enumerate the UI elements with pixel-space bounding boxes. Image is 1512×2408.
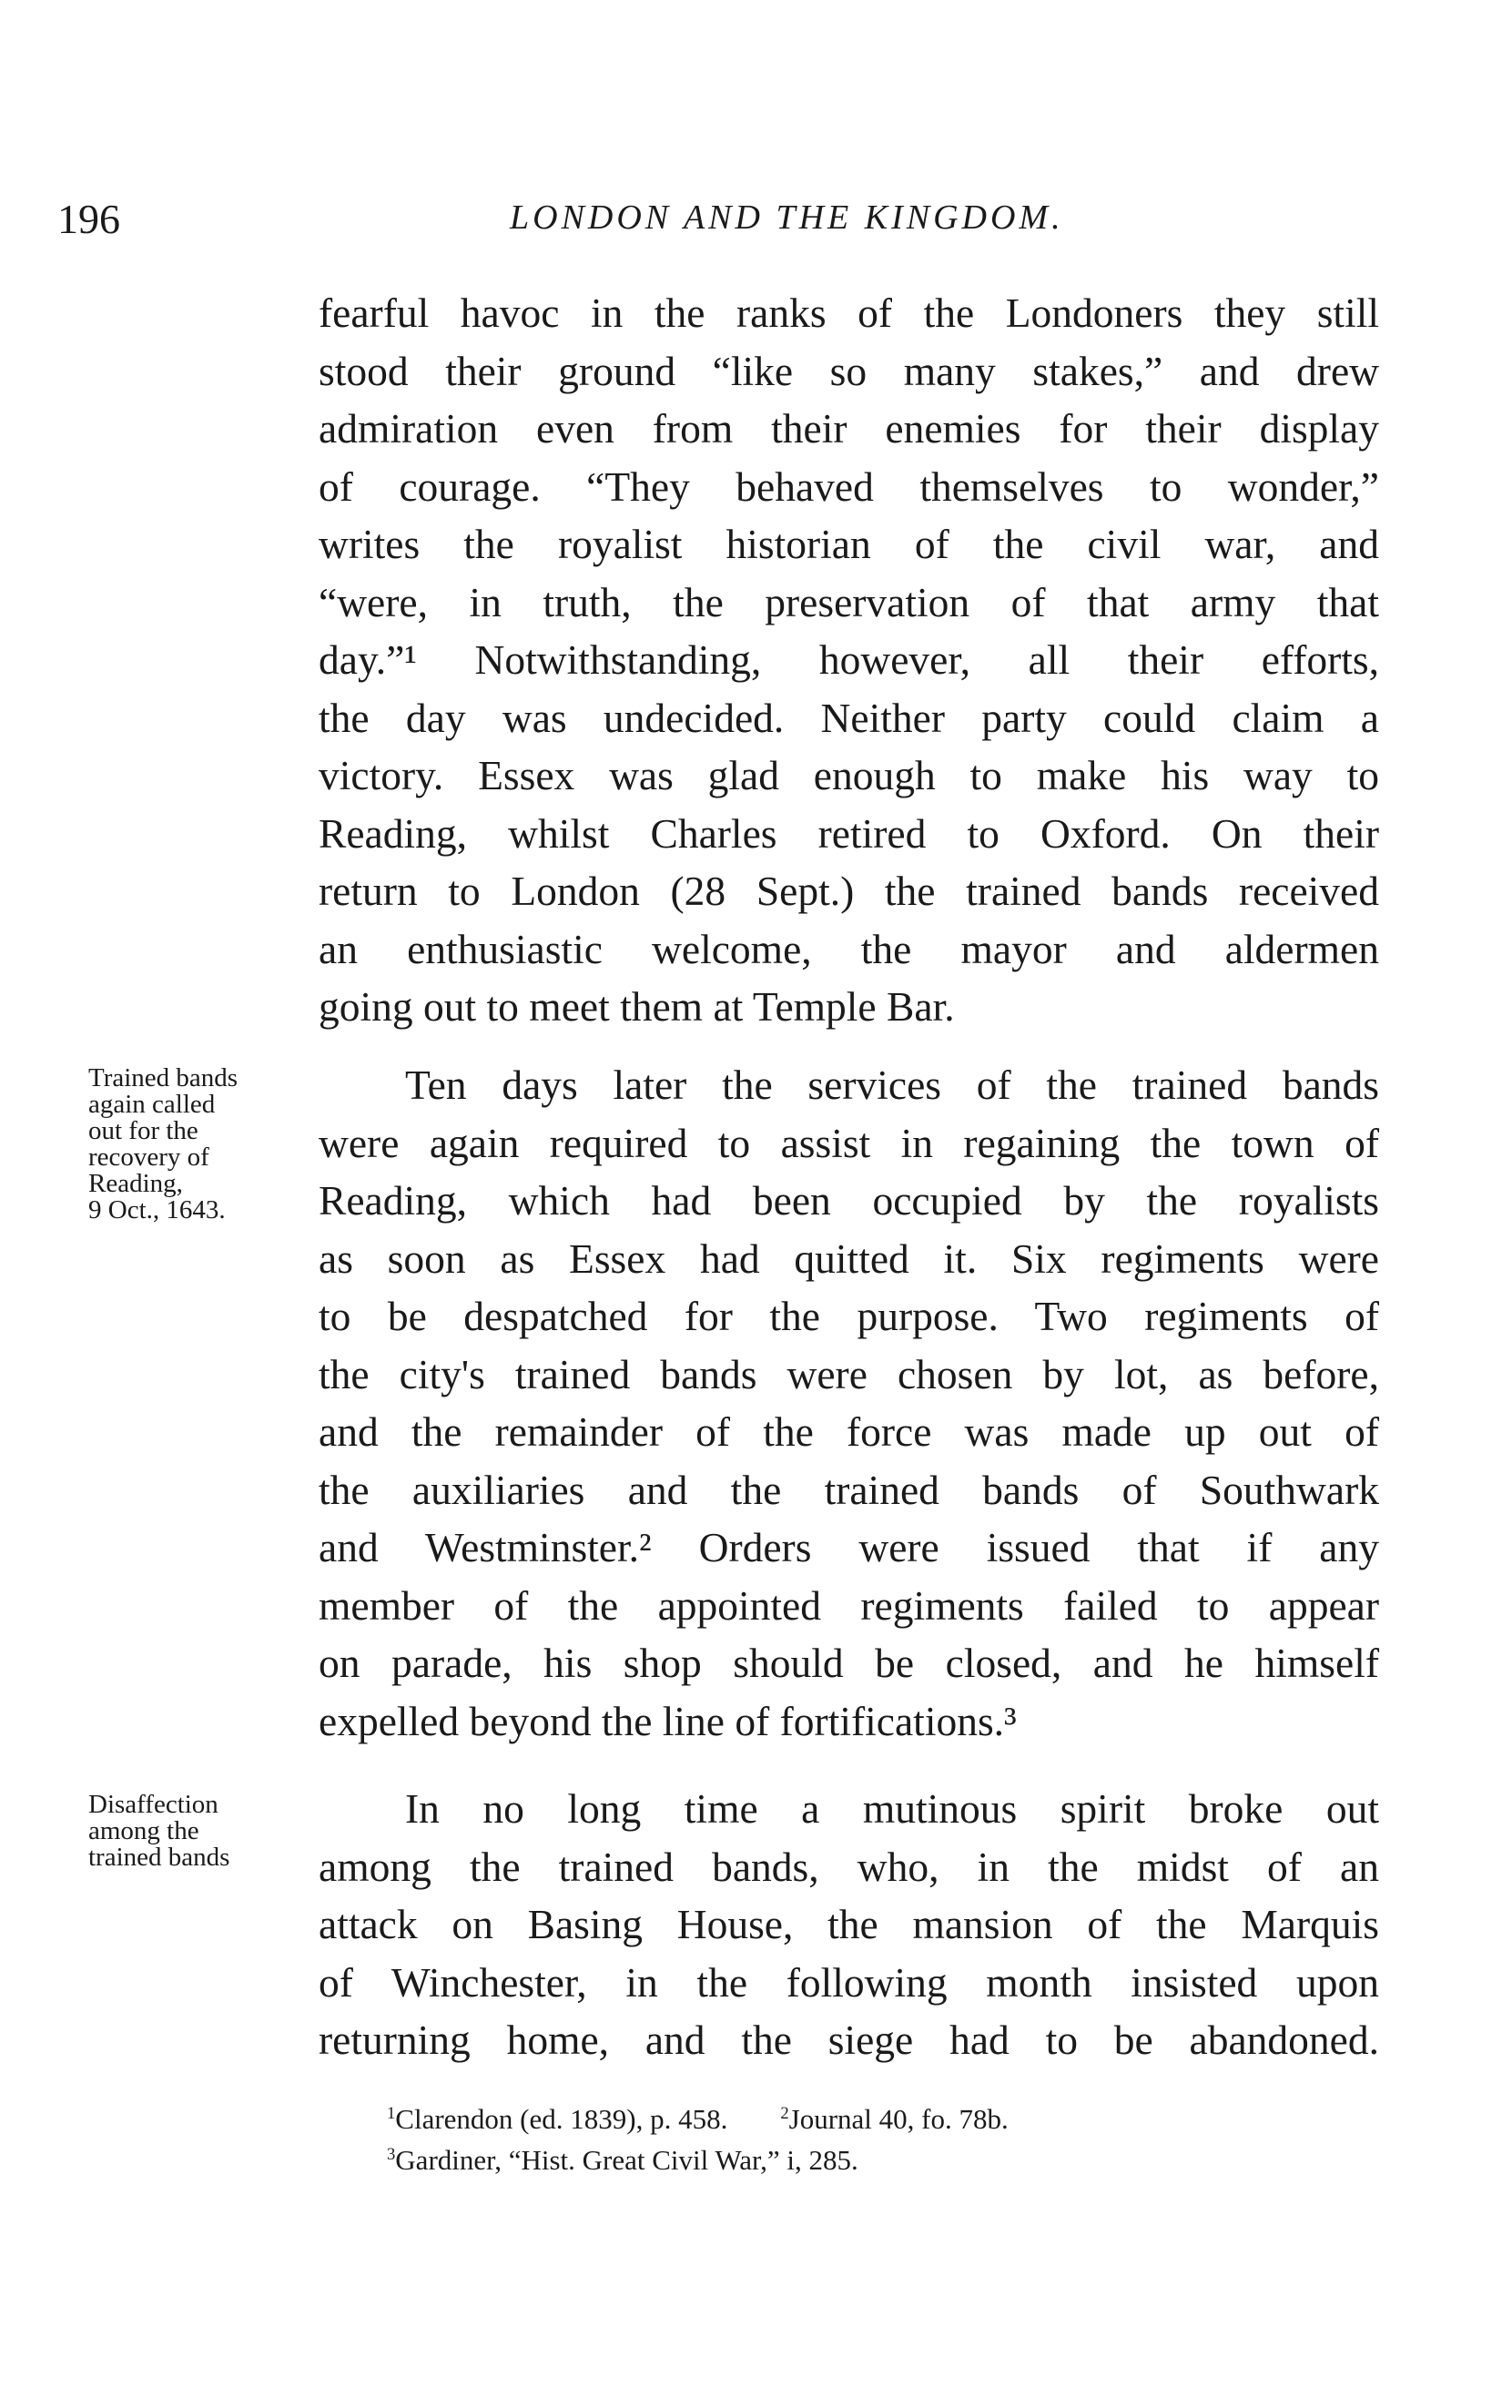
text-line: Ten days later the services of the trained bands [405,1062,1379,1108]
footnote-line [387,2098,1388,2139]
footnote-text: Journal 40, fo. 78b. [788,2103,1009,2135]
running-title: LONDON AND THE KINGDOM. [510,198,1064,237]
text-line: on parade, his shop should be closed, and he himself [319,1640,1379,1686]
footnote-line [387,2139,1388,2180]
margin-note-line: trained bands [88,1843,230,1872]
margin-note-line: Disaffection [88,1790,218,1819]
margin-note-line: out for the [88,1116,198,1145]
footnote-mark: 1 [387,2103,396,2123]
margin-note-line: recovery of [88,1143,209,1172]
text-line: the city's trained bands were chosen by lot, as before, [319,1350,1379,1397]
margin-note-line: again called [88,1090,216,1119]
text-line: day.”¹ Notwithstanding, however, all their efforts, [319,636,1379,683]
text-line: an enthusiastic welcome, the mayor and aldermen [319,925,1379,972]
text-line: and Westminster.² Orders were issued that if any [319,1524,1379,1570]
text-line: expelled beyond the line of fortifications.³ [319,1697,1017,1744]
text-line: return to London (28 Sept.) the trained bands received [319,868,1379,914]
text-line: In no long time a mutinous spirit broke out [405,1785,1379,1832]
text-line: Reading, whilst Charles retired to Oxford. On their [319,809,1379,857]
footnote-text: Clarendon (ed. 1839), p. 458. [395,2103,728,2135]
page-number: 196 [57,196,120,242]
text-line: of courage. “They behaved themselves to wonder,” [319,462,1379,510]
margin-note-disaffection [88,1792,316,1871]
text-line: “were, in truth, the preservation of that army that [319,578,1379,625]
footnote-3 [387,2144,858,2176]
text-line: stood their ground “like so many stakes,” and drew [319,347,1379,394]
footnote-1 [387,2103,727,2135]
text-line: were again required to assist in regaining the town of [319,1119,1379,1166]
text-line: to be despatched for the purpose. Two regiments of [319,1293,1379,1339]
footnotes [387,2098,1388,2180]
text-line: member of the appointed regiments failed to appear [319,1581,1379,1629]
margin-note-line: 9 Oct., 1643. [88,1195,226,1224]
text-line: writes the royalist historian of the civil war, and [319,521,1379,567]
text-line: the day was undecided. Neither party could claim a [319,694,1379,741]
margin-note-line: Trained bands [88,1063,238,1092]
text-line: of Winchester, in the following month insisted upon [319,1958,1379,2006]
footnote-2 [780,2103,1008,2135]
margin-note-line: among the [88,1816,199,1845]
text-line: fearful havoc in the ranks of the Londoners they still [319,290,1379,336]
text-line: admiration even from their enemies for their display [319,405,1379,452]
paragraph-3 [319,1780,1379,2069]
margin-note-trained-bands-reading [88,1065,316,1224]
text-line: the auxiliaries and the trained bands of Southwark [319,1466,1379,1513]
text-line: Reading, which had been occupied by the royalists [319,1177,1379,1224]
footnote-mark: 2 [780,2103,789,2123]
paragraph-2 [319,1056,1379,1750]
footnote-text: Gardiner, “Hist. Great Civil War,” i, 285. [395,2144,858,2176]
text-line: attack on Basing House, the mansion of the Marquis [319,1901,1379,1947]
footnote-mark: 3 [387,2144,396,2164]
margin-note-line: Reading, [88,1169,183,1198]
text-line: returning home, and the siege had to be abandoned. [319,2017,1379,2063]
text-line: as soon as Essex had quitted it. Six regiments were [319,1234,1379,1282]
text-line: and the remainder of the force was made up out of [319,1408,1379,1455]
paragraph-1 [319,284,1379,1036]
text-line: among the trained bands, who, in the midst of an [319,1843,1379,1890]
text-line: going out to meet them at Temple Bar. [319,983,955,1030]
text-line: victory. Essex was glad enough to make his way to [319,752,1379,798]
